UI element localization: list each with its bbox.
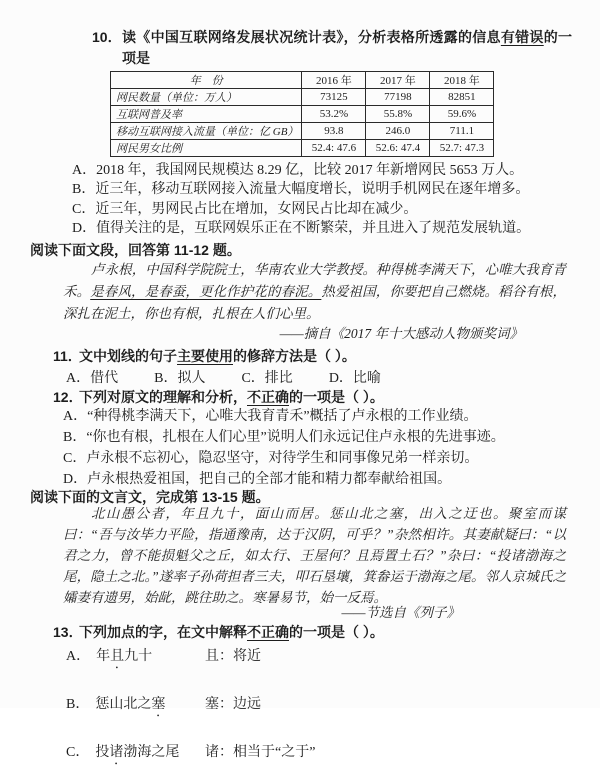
question-13-option-a [66,645,486,672]
table-row [111,89,494,106]
option-gloss: 诸：相当于“之于” [205,745,316,760]
option-phrase: 年且九十 [96,649,153,664]
passage-1-attribution: ——摘自《2017 年十大感动人物颁奖词》 [279,326,523,341]
question-10-options [72,161,530,238]
question-11-options [66,367,381,387]
option-letter: A． [66,649,91,664]
reading-instruction-1: 阅读下面文段，回答第 11-12 题。 [30,242,241,258]
table-header-cell: 2016 年 [302,72,366,89]
reading-instruction-2: 阅读下面的文言文，完成第 13-15 题。 [30,489,270,505]
option-a: A．“种得桃李满天下，心唯大我育青禾”概括了卢永根的工作业绩。 [63,409,478,424]
option-d: D．值得关注的是，互联网娱乐正在不断繁荣，并且进入了规范发展轨道。 [72,220,531,236]
question-13-option-b [66,693,486,720]
option-d: D．比喻 [328,371,381,386]
question-10-number: 10． [92,29,122,45]
table-cell: 73125 [302,89,366,106]
option-gloss: 且：将近 [205,649,261,664]
table-header-cell: 2017 年 [366,72,430,89]
option-letter: B． [66,697,90,712]
table-row-label: 网民数量（单位：万人） [111,89,302,106]
option-phrase: 惩山北之塞 [95,697,166,712]
table-row [111,140,494,157]
passage-lu-yonggen: 卢永根，中国科学院院士，华南农业大学教授。种得桃李满天下，心唯大我育青禾。是春风，是春蚕，更化作护花的春泥。热爱祖国，你要把自己燃烧。稻谷有根，深扎在泥土，你也有根，扎根在人们心里。 [63,262,567,321]
option-c: C．排比 [241,371,293,386]
question-13-stem: 下列加点的字，在文中解释不正确的一项是（ ）。 [79,624,384,640]
table-cell: 59.6% [430,106,494,123]
question-11-number: 11． [53,348,82,364]
passage-2-attribution: ——节选自《列子》 [341,605,460,620]
table-cell: 52.7: 47.3 [430,140,494,157]
option-phrase: 投诸渤海之尾 [95,745,180,760]
question-13-option-c [66,741,486,768]
option-c: C．卢永根不忘初心，隐忍坚守，对待学生和同事像兄弟一样亲切。 [63,451,479,466]
internet-stats-table [110,71,494,157]
table-cell: 52.4: 47.6 [302,140,366,157]
table-header-cell: 年 份 [111,72,302,89]
question-12 [53,387,553,408]
table-cell: 82851 [430,89,494,106]
classical-passage: 北山愚公者，年且九十，面山而居。惩山北之塞，出入之迂也。聚室而谋曰：“吾与汝毕力平险，指通豫南，达于汉阴，可乎？”杂然相许。其妻献疑曰：“以君之力，曾不能损魁父之丘，如太行、王屋何？且焉置土石？”杂曰：“投诸渤海之尾，隐土之北。”遂率子孙荷担者三夫，叩石垦壤，箕畚运于渤海之尾。邻人京城氏之孀妻有遗男，始龀，跳往助之。寒暑易节，始一反焉。 [63,506,566,605]
table-cell: 711.1 [430,123,494,140]
question-11-stem: 文中划线的句子主要使用的修辞方法是（ ）。 [79,348,356,364]
option-b: B．拟人 [154,371,206,386]
option-d: D．卢永根热爱祖国，把自己的全部才能和精力都奉献给祖国。 [63,472,452,487]
table-cell: 77198 [366,89,430,106]
option-letter: C． [66,745,90,760]
question-10-stem: 读《中国互联网络发展状况统计表》，分析表格所透露的信息有错误的一项是 [122,29,573,66]
question-13-number: 13． [53,624,83,640]
table-header-cell: 2018 年 [430,72,494,89]
question-13 [53,622,553,643]
table-header-row [111,72,494,89]
question-10 [92,27,572,69]
question-11 [53,346,553,367]
table-row-label: 网民男女比例 [111,140,302,157]
question-12-number: 12． [53,389,83,405]
table-row [111,106,494,123]
option-a: A．借代 [66,371,119,386]
table-row [111,123,494,140]
question-12-options [63,406,505,490]
table-cell: 53.2% [302,106,366,123]
table-cell: 55.8% [366,106,430,123]
table-cell: 246.0 [366,123,430,140]
option-b: B．“你也有根，扎根在人们心里”说明人们永远记住卢永根的先进事迹。 [63,430,505,445]
table-row-label: 互联网普及率 [111,106,302,123]
table-cell: 52.6: 47.4 [366,140,430,157]
table-cell: 93.8 [302,123,366,140]
option-gloss: 塞：边远 [205,697,261,712]
option-c: C．近三年，男网民占比在增加，女网民占比却在减少。 [72,201,418,217]
question-12-stem: 下列对原文的理解和分析，不正确的一项是（ ）。 [79,389,384,405]
option-b: B．近三年，移动互联网接入流量大幅度增长，说明手机网民在逐年增多。 [72,182,530,198]
table-row-label: 移动互联网接入流量（单位：亿 GB） [111,123,302,140]
option-a: A．2018 年，我国网民规模达 8.29 亿，比较 2017 年新增网民 5653 万人。 [72,163,524,178]
